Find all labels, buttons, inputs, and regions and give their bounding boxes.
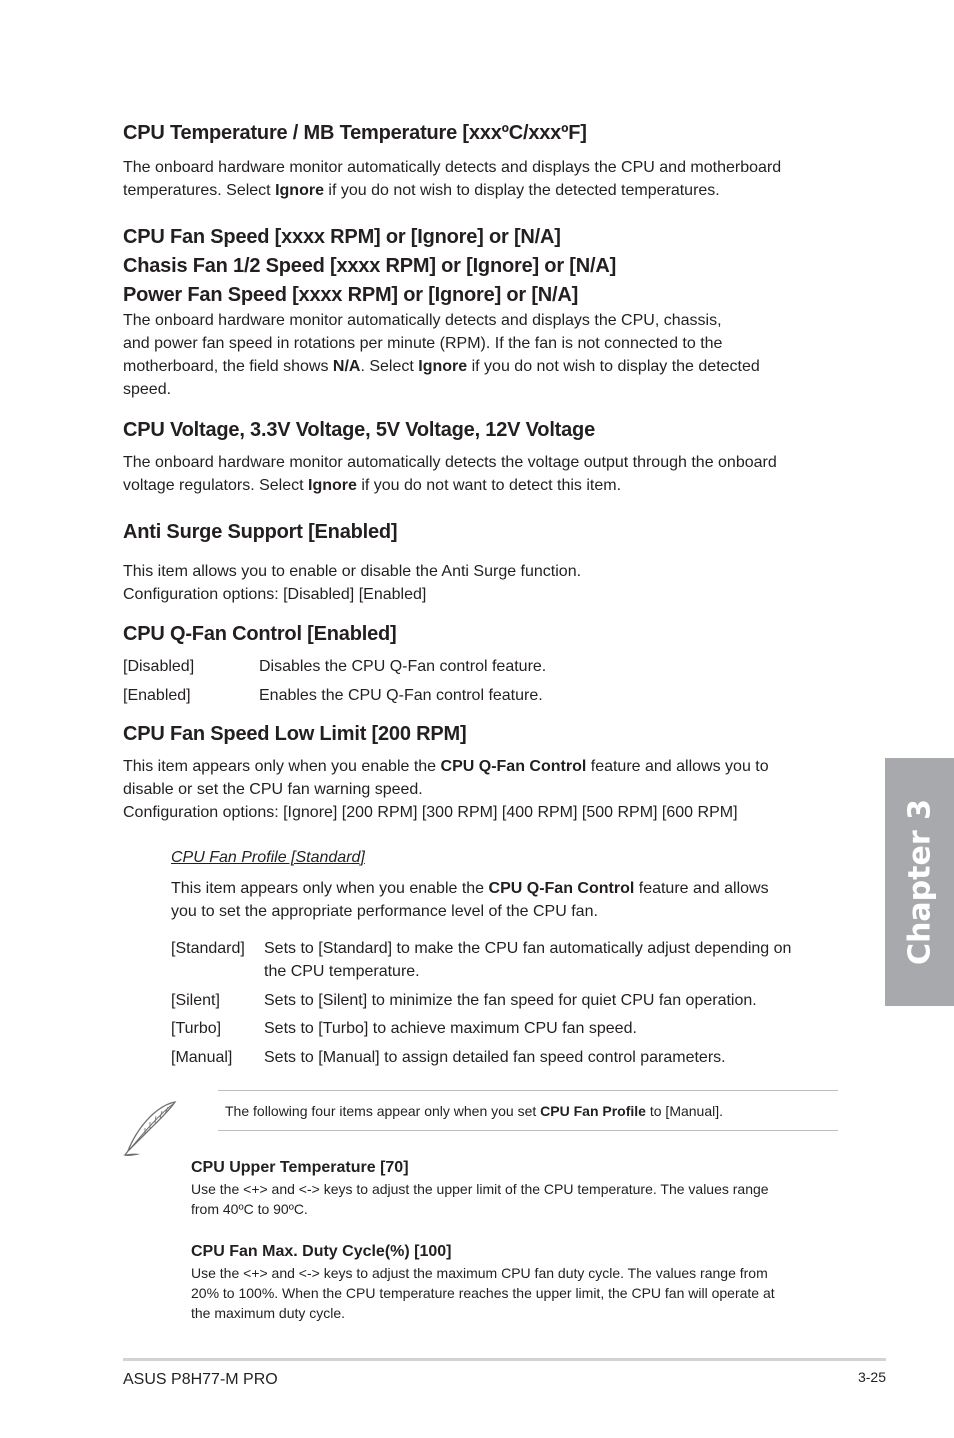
qfan-option-desc: Enables the CPU Q-Fan control feature. — [259, 687, 543, 704]
voltage-heading: CPU Voltage, 3.3V Voltage, 5V Voltage, 12V Voltage — [123, 419, 595, 441]
fan-desc-line3: motherboard, the field shows N/A. Select Ignore if you do not wish to display the detected — [123, 358, 760, 375]
temperature-desc-line2: temperatures. Select Ignore if you do not wish to display the detected temperatures. — [123, 182, 720, 199]
duty-cycle-desc-line2: 20% to 100%. When the CPU temperature reaches the upper limit, the CPU fan will operate at — [191, 1285, 775, 1301]
upper-temp-desc-line1: Use the <+> and <-> keys to adjust the upper limit of the CPU temperature. The values range — [191, 1181, 769, 1197]
low-limit-heading: CPU Fan Speed Low Limit [200 RPM] — [123, 723, 467, 745]
power-fan-speed-heading: Power Fan Speed [xxxx RPM] or [Ignore] or [N/A] — [123, 284, 579, 306]
anti-surge-desc-line2: Configuration options: [Disabled] [Enabled] — [123, 586, 427, 603]
note-top-rule — [218, 1090, 838, 1091]
upper-temp-desc-line2: from 40ºC to 90ºC. — [191, 1201, 308, 1217]
qfan-control-heading: CPU Q-Fan Control [Enabled] — [123, 623, 397, 645]
cpu-fan-speed-heading: CPU Fan Speed [xxxx RPM] or [Ignore] or [N/A] — [123, 226, 561, 248]
profile-option-key: [Turbo] — [171, 1020, 222, 1037]
profile-option-desc: Sets to [Silent] to minimize the fan speed for quiet CPU fan operation. — [264, 992, 757, 1009]
footer-product-name: ASUS P8H77-M PRO — [123, 1371, 278, 1388]
note-text: The following four items appear only when you set CPU Fan Profile to [Manual]. — [225, 1103, 724, 1119]
voltage-desc-line2: voltage regulators. Select Ignore if you do not want to detect this item. — [123, 477, 622, 494]
duty-cycle-heading: CPU Fan Max. Duty Cycle(%) [100] — [191, 1243, 452, 1260]
footer-page-number: 3-25 — [857, 1369, 886, 1385]
fan-desc-line1: The onboard hardware monitor automatically detects and displays the CPU, chassis, — [123, 312, 722, 329]
chapter-tab — [885, 758, 954, 1006]
fan-profile-heading: CPU Fan Profile [Standard] — [171, 849, 365, 866]
anti-surge-heading: Anti Surge Support [Enabled] — [123, 521, 398, 543]
chapter-tab-label: Chapter 3 — [902, 799, 937, 965]
profile-option-desc: Sets to [Manual] to assign detailed fan speed control parameters. — [264, 1049, 726, 1066]
low-limit-desc-line3: Configuration options: [Ignore] [200 RPM] [300 RPM] [400 RPM] [500 RPM] [600 RPM] — [123, 804, 738, 821]
qfan-option-key: [Disabled] — [123, 658, 195, 675]
profile-option-desc-cont: the CPU temperature. — [264, 963, 420, 980]
low-limit-desc-line2: disable or set the CPU fan warning speed. — [123, 781, 423, 798]
anti-surge-desc-line1: This item allows you to enable or disable the Anti Surge function. — [123, 563, 582, 580]
fan-profile-desc-line1: This item appears only when you enable the CPU Q-Fan Control feature and allows — [171, 880, 769, 897]
pencil-note-icon — [120, 1098, 180, 1158]
qfan-option-desc: Disables the CPU Q-Fan control feature. — [259, 658, 547, 675]
qfan-option-key: [Enabled] — [123, 687, 191, 704]
profile-option-desc: Sets to [Turbo] to achieve maximum CPU fan speed. — [264, 1020, 637, 1037]
fan-desc-line2: and power fan speed in rotations per minute (RPM). If the fan is not connected to the — [123, 335, 723, 352]
duty-cycle-desc-line3: the maximum duty cycle. — [191, 1305, 346, 1321]
chassis-fan-speed-heading: Chasis Fan 1/2 Speed [xxxx RPM] or [Ignore] or [N/A] — [123, 255, 617, 277]
note-bottom-rule — [218, 1130, 838, 1131]
duty-cycle-desc-line1: Use the <+> and <-> keys to adjust the maximum CPU fan duty cycle. The values range from — [191, 1265, 768, 1281]
profile-option-key: [Silent] — [171, 992, 220, 1009]
profile-option-key: [Manual] — [171, 1049, 233, 1066]
voltage-desc-line1: The onboard hardware monitor automatically detects the voltage output through the onboard — [123, 454, 777, 471]
temperature-desc-line1: The onboard hardware monitor automatically detects and displays the CPU and motherboard — [123, 159, 782, 176]
profile-option-desc: Sets to [Standard] to make the CPU fan automatically adjust depending on — [264, 940, 792, 957]
fan-desc-line4: speed. — [123, 381, 172, 398]
low-limit-desc-line1: This item appears only when you enable the CPU Q-Fan Control feature and allows you to — [123, 758, 769, 775]
upper-temp-heading: CPU Upper Temperature [70] — [191, 1159, 409, 1176]
profile-option-key: [Standard] — [171, 940, 245, 957]
fan-profile-desc-line2: you to set the appropriate performance level of the CPU fan. — [171, 903, 598, 920]
temperature-heading: CPU Temperature / MB Temperature [xxxºC/xxxºF] — [123, 122, 587, 144]
footer-rule — [123, 1358, 886, 1361]
